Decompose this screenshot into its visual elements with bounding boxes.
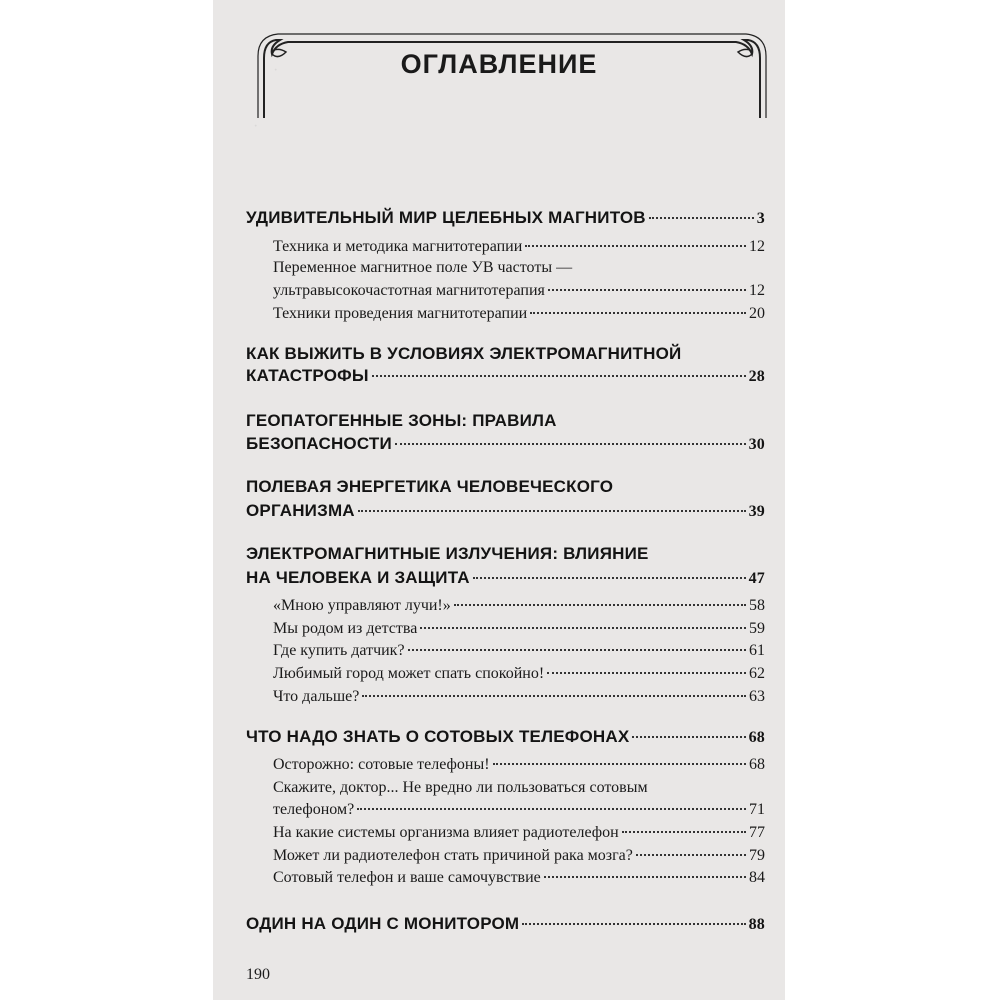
toc-page-number: 12 xyxy=(749,282,765,299)
toc-page-number: 77 xyxy=(749,824,765,841)
toc-entry-title: БЕЗОПАСНОСТИ xyxy=(246,434,392,453)
dot-leader xyxy=(420,627,746,629)
toc-entry-title: ЧТО НАДО ЗНАТЬ О СОТОВЫХ ТЕЛЕФОНАХ xyxy=(246,727,630,746)
toc-entry-title: Мы родом из детства xyxy=(273,620,418,637)
toc-entry-title: На какие системы организма влияет радиотелефон xyxy=(273,824,619,841)
toc-entry-title-line: Скажите, доктор... Не вредно ли пользоваться сотовым xyxy=(273,779,648,796)
toc-entry xyxy=(246,568,765,588)
toc-page-number: 30 xyxy=(748,436,765,453)
toc-entry-title: Техника и методика магнитотерапии xyxy=(273,238,523,255)
toc-page-number: 71 xyxy=(749,801,765,818)
toc-page-number: 28 xyxy=(748,368,765,385)
toc-entry-title: Сотовый телефон и ваше самочувствие xyxy=(273,869,541,886)
dot-leader xyxy=(530,312,746,314)
toc-entry xyxy=(273,238,765,256)
toc-page-number: 47 xyxy=(748,570,765,587)
toc-page-number: 62 xyxy=(749,665,765,682)
page-title: ОГЛАВЛЕНИЕ xyxy=(400,49,598,79)
toc-page-number: 79 xyxy=(749,847,765,864)
toc-entry xyxy=(273,847,765,865)
toc-entry xyxy=(246,434,765,454)
dot-leader xyxy=(362,695,746,697)
toc-page-number: 68 xyxy=(748,729,765,746)
dot-leader xyxy=(649,217,754,219)
toc-page-number: 20 xyxy=(749,305,765,322)
toc-entry xyxy=(273,688,765,706)
toc-entry xyxy=(246,501,765,521)
dot-leader xyxy=(358,510,746,512)
toc-entry-title-line: Переменное магнитное поле УВ частоты — xyxy=(273,259,573,276)
toc-page-number: 59 xyxy=(749,620,765,637)
toc-page-number: 88 xyxy=(748,916,765,933)
dot-leader xyxy=(636,854,746,856)
toc-entry xyxy=(273,597,765,615)
toc-entry-title: Может ли радиотелефон стать причиной рака мозга? xyxy=(273,847,633,864)
toc-page-number: 3 xyxy=(756,210,765,227)
toc-entry-title-line: КАК ВЫЖИТЬ В УСЛОВИЯХ ЭЛЕКТРОМАГНИТНОЙ xyxy=(246,344,682,363)
toc-page-number: 68 xyxy=(749,756,765,773)
dot-leader xyxy=(632,736,745,738)
toc-entry-title: «Мною управляют лучи!» xyxy=(273,597,451,614)
dot-leader xyxy=(525,245,746,247)
toc-entry xyxy=(273,620,765,638)
toc-entry xyxy=(273,305,765,323)
toc-entry-title-line: ГЕОПАТОГЕННЫЕ ЗОНЫ: ПРАВИЛА xyxy=(246,411,557,430)
dot-leader xyxy=(522,923,745,925)
toc-page-number: 58 xyxy=(749,597,765,614)
toc-entry-title-line: ПОЛЕВАЯ ЭНЕРГЕТИКА ЧЕЛОВЕЧЕСКОГО xyxy=(246,477,614,496)
toc-entry xyxy=(246,208,765,228)
dot-leader xyxy=(548,289,746,291)
toc-page-number: 84 xyxy=(749,869,765,886)
dot-leader xyxy=(408,649,746,651)
toc-entry xyxy=(246,366,765,386)
toc-entry-title: Где купить датчик? xyxy=(273,642,405,659)
toc-entry-title: Осторожно: сотовые телефоны! xyxy=(273,756,490,773)
dot-leader xyxy=(372,375,746,377)
dot-leader xyxy=(622,831,746,833)
toc-entry-title: Техники проведения магнитотерапии xyxy=(273,305,528,322)
toc-entry xyxy=(273,642,765,660)
toc-entry xyxy=(273,756,765,774)
page-number: 190 xyxy=(246,966,270,983)
toc-entry-title: ОРГАНИЗМА xyxy=(246,501,355,520)
dot-leader xyxy=(357,808,746,810)
toc-entry-title: телефоном? xyxy=(273,801,355,818)
toc-page-number: 12 xyxy=(749,238,765,255)
toc-page-number: 61 xyxy=(749,642,765,659)
toc-entry-title: ультравысокочастотная магнитотерапия xyxy=(273,282,545,299)
toc-entry-title-line: ЭЛЕКТРОМАГНИТНЫЕ ИЗЛУЧЕНИЯ: ВЛИЯНИЕ xyxy=(246,544,649,563)
toc-entry-title: Что дальше? xyxy=(273,688,360,705)
toc-entry xyxy=(246,914,765,934)
toc-entry-title: НА ЧЕЛОВЕКА И ЗАЩИТА xyxy=(246,568,470,587)
book-page: · · ОГЛАВЛЕНИЕ УДИВИТЕЛЬНЫЙ МИР ЦЕЛЕБНЫХ МАГНИТОВ 3 Техника и методика магнитотерапии 12 Переменное магнитное поле УВ частоты — ультравысокочастотная магнитотерапия 12 Техники проведения магнитотерапии 20 КАК ВЫЖИТЬ В УСЛОВИЯХ ЭЛЕКТРОМАГНИТНОЙ КАТАСТРОФЫ 28 ГЕОПАТОГЕННЫЕ ЗОНЫ: ПРАВИЛА БЕЗОПАСНОСТИ 30 ПОЛЕВАЯ ЭНЕРГЕТИКА ЧЕЛОВЕЧЕСКОГО ОРГАНИЗМА 39 ЭЛЕКТРОМАГНИТНЫЕ ИЗЛУЧЕНИЯ: ВЛИЯНИЕ НА ЧЕЛОВЕКА И ЗАЩИТА 47 «Мною управляют лучи!» 58 Мы родом из детства 59 Где купить датчик? 61 Любимый город может спать спокойно! 62 Что дальше? 63 ЧТО НАДО ЗНАТЬ О СОТОВЫХ ТЕЛЕФОНАХ 68 Осторожно: сотовые телефоны! 68 Скажите, доктор... Не вредно ли пользоваться сотовым телефоном? 71 На какие системы организма влияет радиотелефон 77 Может ли радиотелефон стать причиной рака мозга? 79 Сотовый телефон и ваше самочувствие 84 ОДИН НА ОДИН С МОНИТОРОМ 88 190 xyxy=(213,0,785,1000)
dot-leader xyxy=(544,876,746,878)
toc-entry-title: Любимый город может спать спокойно! xyxy=(273,665,545,682)
toc-entry-title: КАТАСТРОФЫ xyxy=(246,366,369,385)
toc-entry-title: ОДИН НА ОДИН С МОНИТОРОМ xyxy=(246,914,520,933)
dot-leader xyxy=(473,577,746,579)
dot-leader xyxy=(454,604,746,606)
toc-entry xyxy=(273,282,765,300)
toc-entry xyxy=(273,665,765,683)
toc-entry xyxy=(273,824,765,842)
toc-entry xyxy=(246,727,765,747)
toc-entry-title: УДИВИТЕЛЬНЫЙ МИР ЦЕЛЕБНЫХ МАГНИТОВ xyxy=(246,208,646,227)
dot-leader xyxy=(547,672,746,674)
toc-page-number: 63 xyxy=(749,688,765,705)
toc-page-number: 39 xyxy=(748,503,765,520)
dot-leader xyxy=(395,443,746,445)
dot-leader xyxy=(493,763,746,765)
toc-entry xyxy=(273,869,765,887)
toc-entry xyxy=(273,801,765,819)
